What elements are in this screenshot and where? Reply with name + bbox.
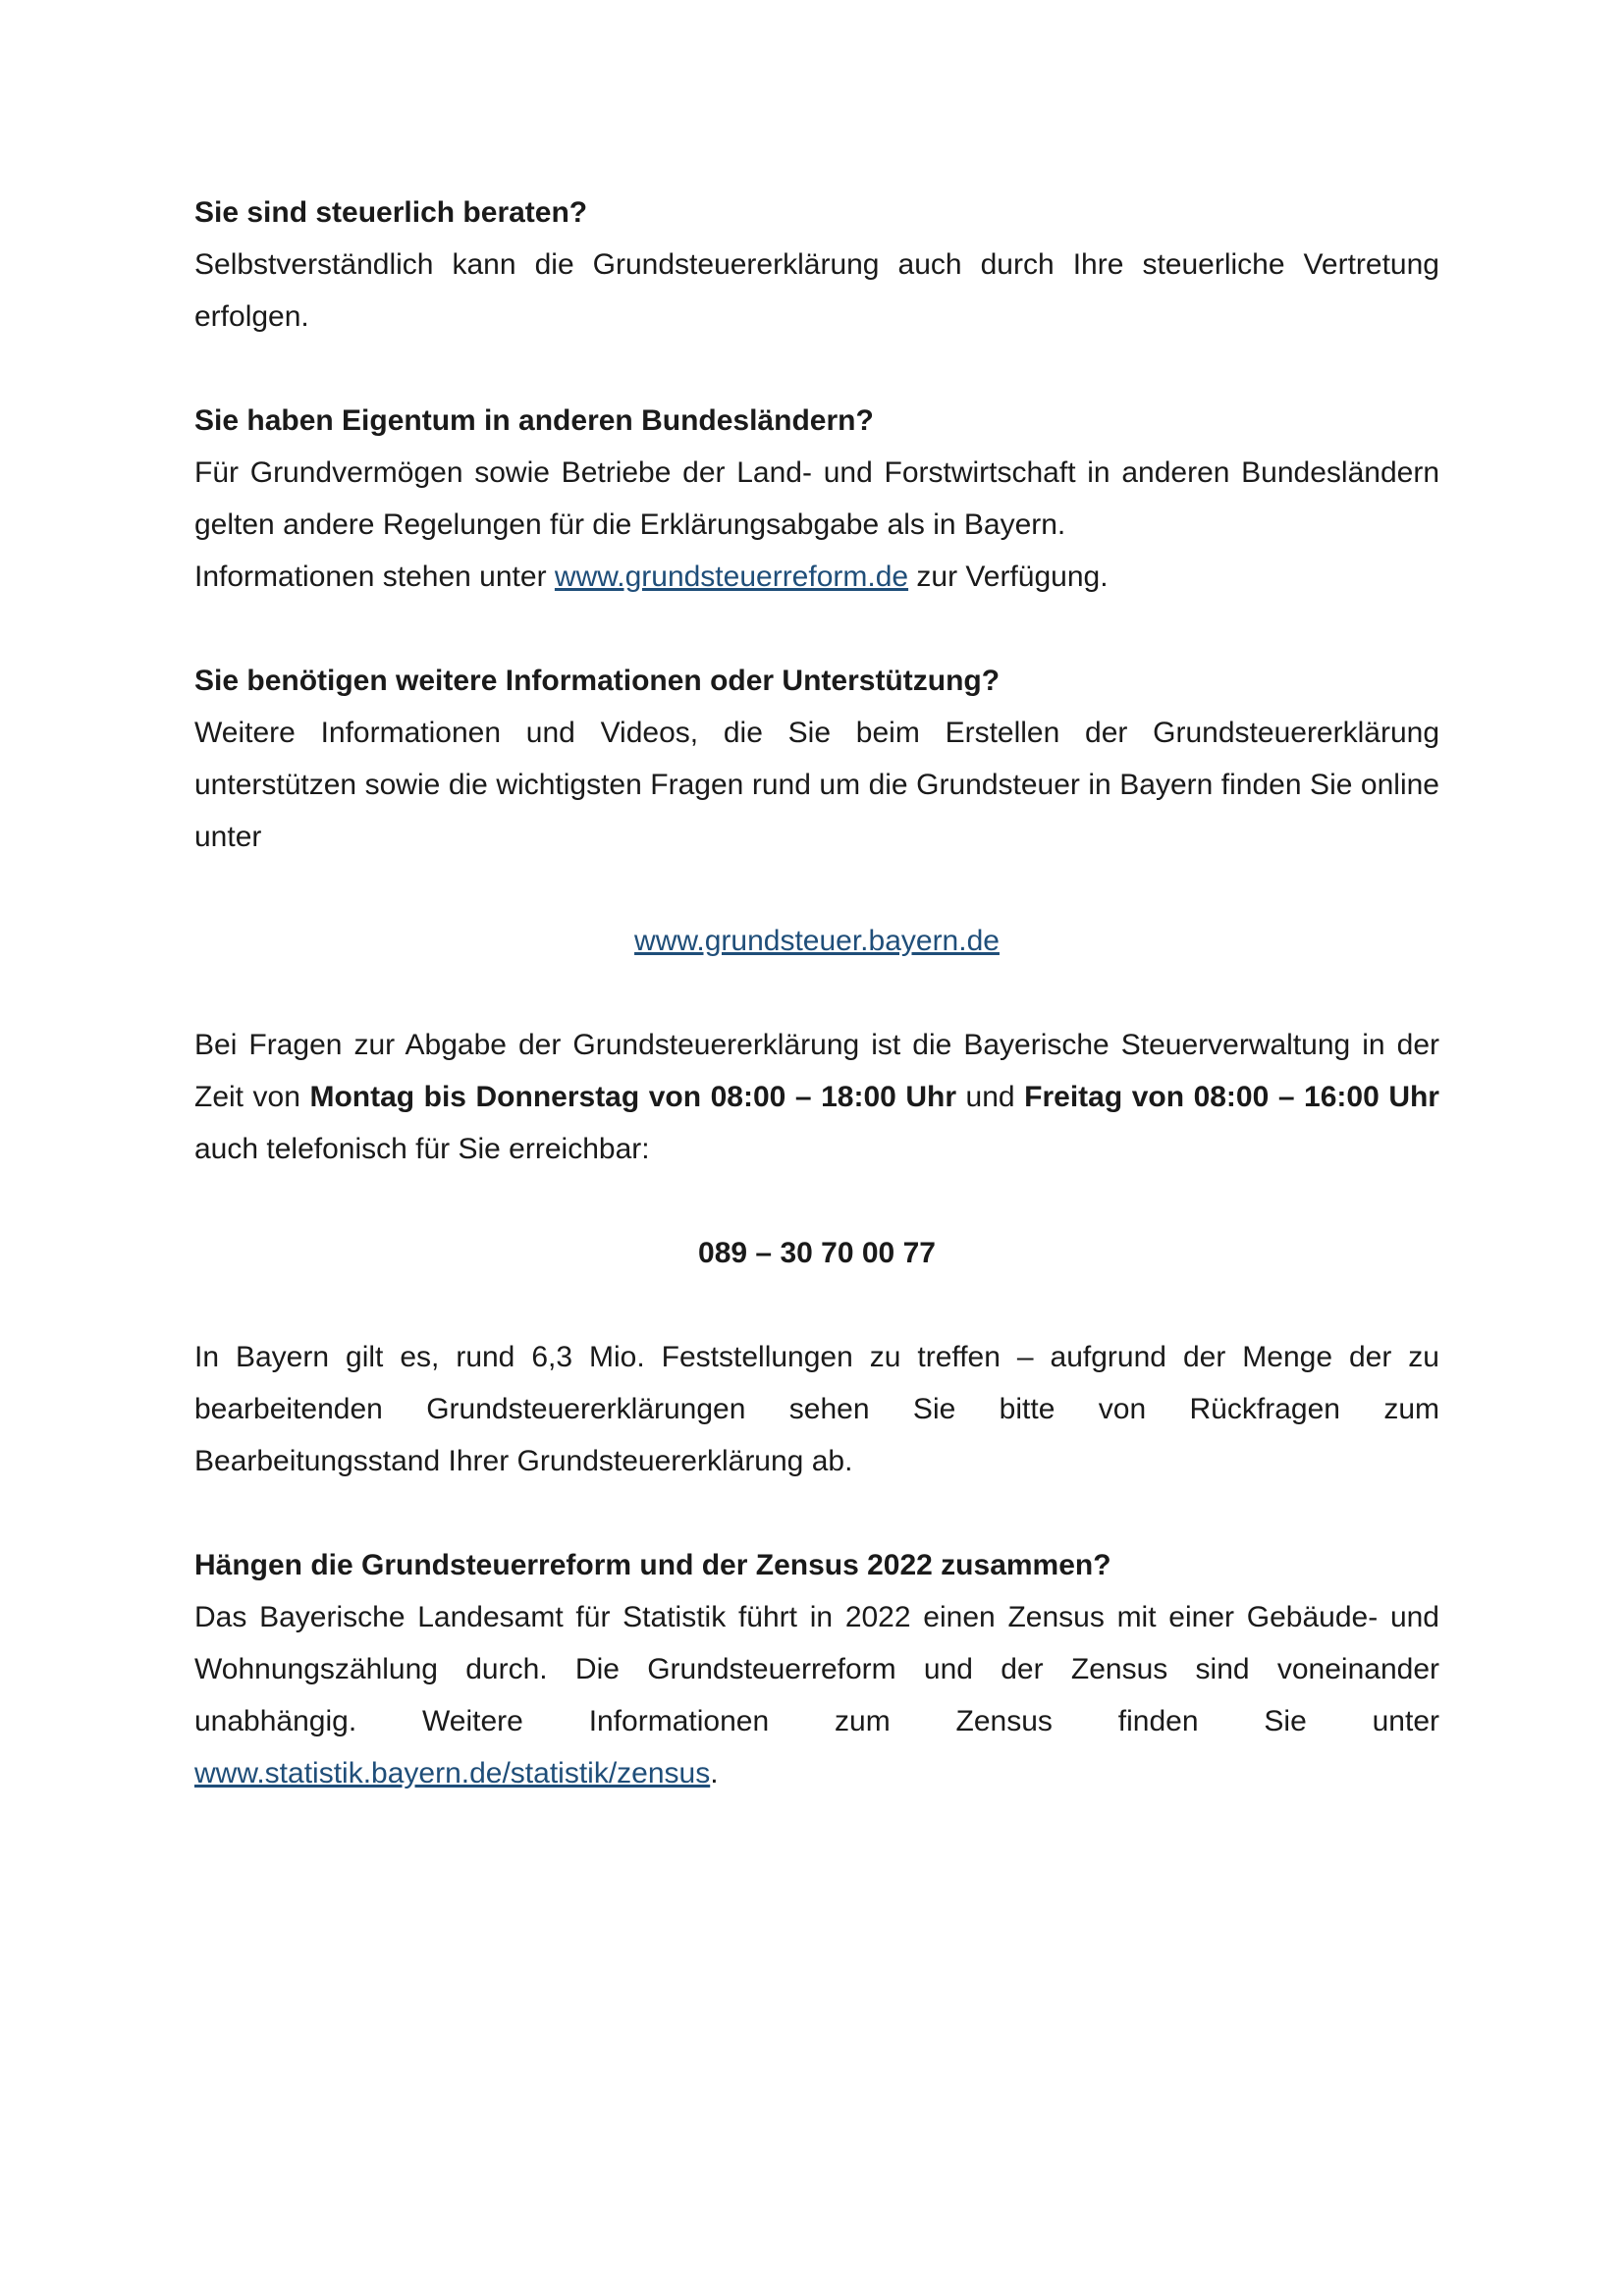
text-volume: In Bayern gilt es, rund 6,3 Mio. Feststellungen zu treffen – aufgrund der Menge der zu bearbeitenden Grundsteuererklärungen sehen Sie bitte von Rückfragen zum Bearbeitungsstand Ihrer Grundsteuererklärung ab. [194,1341,1439,1477]
document-page [194,187,1439,1799]
text-other-states-info: Informationen stehen unter www.grundsteuerreform.de zur Verfügung. [194,561,1109,593]
heading-other-states: Sie haben Eigentum in anderen Bundesländern? [194,404,874,437]
section-volume [194,1331,1439,1487]
text-tax-advisor: Selbstverständlich kann die Grundsteuererklärung auch durch Ihre steuerliche Vertretung erfolgen. [194,248,1439,333]
link-statistik-zensus[interactable]: www.statistik.bayern.de/statistik/zensus [194,1757,711,1789]
text-hotline: Bei Fragen zur Abgabe der Grundsteuererklärung ist die Bayerische Steuerverwaltung in der Zeit von Montag bis Donnerstag von 08:00 – 18:00 Uhr und Freitag von 08:00 – 16:00 Uhr auch telefonisch für Sie erreichbar: [194,1029,1439,1165]
link-grundsteuer-bayern[interactable]: www.grundsteuer.bayern.de [634,925,1000,957]
section-hotline [194,1019,1439,1279]
hotline-phone-number: 089 – 30 70 00 77 [698,1237,936,1269]
text-other-states: Für Grundvermögen sowie Betriebe der Land- und Forstwirtschaft in anderen Bundesländern gelten andere Regelungen für die Erklärungsabgabe als in Bayern. [194,456,1439,541]
text-census: Das Bayerische Landesamt für Statistik führt in 2022 einen Zensus mit einer Gebäude- und Wohnungszählung durch. Die Grundsteuerreform und der Zensus sind voneinander unabhängig. Weitere Informationen zum Zensus finden Sie unter www.statistik.bayern.de/statistik/zensus. [194,1601,1439,1789]
support-link-line [194,915,1439,967]
section-other-states [194,395,1439,603]
hours-fri: Freitag von 08:00 – 16:00 Uhr [1024,1081,1439,1113]
section-tax-advisor [194,187,1439,343]
link-grundsteuerreform[interactable]: www.grundsteuerreform.de [554,561,909,593]
section-census [194,1539,1439,1799]
hours-mon-thu: Montag bis Donnerstag von 08:00 – 18:00 Uhr [309,1081,957,1113]
heading-census: Hängen die Grundsteuerreform und der Zensus 2022 zusammen? [194,1549,1111,1581]
heading-support: Sie benötigen weitere Informationen oder Unterstützung? [194,665,1001,697]
section-support [194,655,1439,967]
text-support: Weitere Informationen und Videos, die Sie beim Erstellen der Grundsteuererklärung unterstützen sowie die wichtigsten Fragen rund um die Grundsteuer in Bayern finden Sie online unter [194,717,1439,853]
heading-tax-advisor: Sie sind steuerlich beraten? [194,196,588,229]
